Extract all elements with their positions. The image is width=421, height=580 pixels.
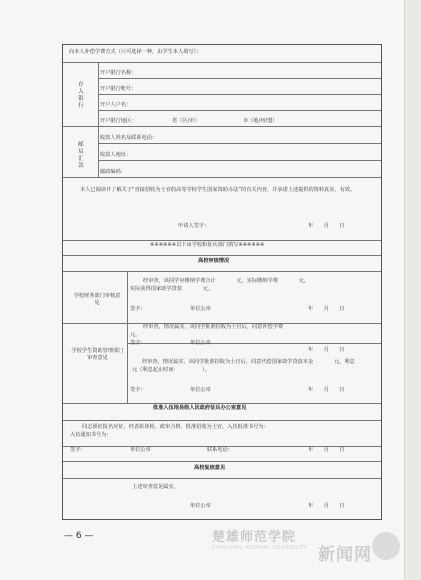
applicant-signature-label: 申请人签字：: [178, 223, 210, 229]
city-label: 市（地/州/盟）: [243, 118, 278, 124]
rule: [98, 78, 381, 79]
remit-section-label: 邮局汇款: [78, 142, 84, 169]
rule: [98, 94, 381, 95]
rule: [63, 271, 381, 272]
rule: [63, 126, 381, 127]
rule: [63, 420, 381, 421]
rule: [63, 62, 381, 63]
bank-name-field[interactable]: 开户银行名称：: [100, 70, 137, 76]
finance-text-1: 经审查，该同学应缴纳学费合计 元，实际缴纳学费 元，: [143, 278, 310, 284]
recruit-unit-seal: 单位公章: [130, 447, 151, 453]
recheck-unit-seal: 单位公章: [190, 503, 211, 509]
finance-text-2: 实际获得国家助学贷款 元。: [130, 286, 214, 292]
recheck-date: 年 月 日: [308, 503, 345, 509]
recheck-text: 上述审查意见属实。: [132, 484, 179, 490]
aid-unit-seal: 单位公章: [190, 340, 211, 346]
finance-sign-label: 签字：: [130, 306, 146, 312]
aid-date-2: 年 月 日: [308, 387, 345, 393]
watermark-school-name: 楚雄师范学院: [212, 530, 297, 545]
bank-account-field[interactable]: 开户银行账号：: [100, 86, 137, 92]
rule: [63, 403, 381, 404]
bank-section-label: 存入银行: [78, 82, 84, 109]
bank-location-field[interactable]: 开户银行地区：: [100, 118, 137, 124]
finance-date: 年 月 日: [308, 306, 345, 312]
rule: [63, 255, 381, 256]
aid-text-2: 元。: [130, 332, 141, 338]
finance-unit-seal: 单位公章: [190, 306, 211, 312]
aid-dept-label: 学校学生资助管理部门审查意见: [71, 348, 124, 361]
rule: [98, 110, 381, 111]
school-review-title: 高校审核情况: [198, 258, 230, 264]
rule: [127, 343, 381, 344]
section-divider: ※※※※※※以下由学校和征兵部门填写※※※※※※: [150, 242, 265, 248]
recruit-office-title: 批准入伍地县级人民政府征兵办公室意见: [153, 405, 247, 411]
rule: [127, 271, 128, 403]
recipient-name-field[interactable]: 收款人姓名及联系电话：: [100, 135, 158, 141]
rule: [98, 143, 381, 144]
rule: [63, 461, 381, 462]
province-label: 省（区/市）: [172, 118, 200, 124]
watermark-school-english: CHUXIONG NORMAL UNIVERSITY: [212, 545, 307, 551]
recruit-date: 年 月 日: [308, 447, 345, 453]
recruit-text-1: 同志预征报名应征，经表彰体检、政审合格，批准招收为士官，入伍批准书号为：: [82, 424, 269, 430]
payment-method-label: 向本人补偿学费方式（只可选择一种，由学生本人填写）：: [69, 49, 202, 55]
aid-date-1: 年 月 日: [308, 347, 345, 353]
aid-sign-label-2: 签字：: [130, 387, 146, 393]
aid-unit-seal-2: 单位公章: [190, 387, 211, 393]
rule: [63, 177, 381, 178]
watermark-news: 新闻网: [318, 545, 372, 565]
rule: [98, 160, 381, 161]
aid-sign-label: 签字：: [130, 340, 146, 346]
rule: [63, 240, 381, 241]
school-logo-seal: [372, 532, 400, 560]
aid-text-3: 经审查，情况属实，该同学批准招收为士官后，同意代偿国家助学贷款本金 元，利息 元（利息起止时间： ）。: [132, 359, 376, 373]
binding-edge: [404, 0, 421, 580]
rule: [63, 478, 381, 479]
recruit-sign-label: 签字：: [70, 447, 86, 453]
page-number: — 6 —: [64, 531, 94, 541]
recheck-title: 高校复核意见: [194, 465, 226, 471]
recruit-contact-phone: 联系电话：: [207, 447, 233, 453]
recipient-address-field[interactable]: 收款人地址：: [100, 152, 132, 158]
applicant-date: 年 月 日: [308, 223, 345, 229]
recruit-text-2: 入伍通知书号为：: [70, 432, 112, 438]
account-holder-field[interactable]: 开户人户名：: [100, 102, 132, 108]
rule: [98, 62, 99, 177]
postal-code-field[interactable]: 邮政编码：: [100, 169, 126, 175]
aid-text-1: 经审查，情况属实，该同学批准招收为士官后，同意补偿学费: [143, 324, 284, 330]
declaration-text: 本人已阅读并了解关于“直接招收为士官的高等学校学生国家资助办法”的有关内容，并承诺上述提供的资料真实、有效。: [80, 187, 356, 193]
finance-dept-label: 学校财务部门审核意见: [73, 293, 121, 306]
